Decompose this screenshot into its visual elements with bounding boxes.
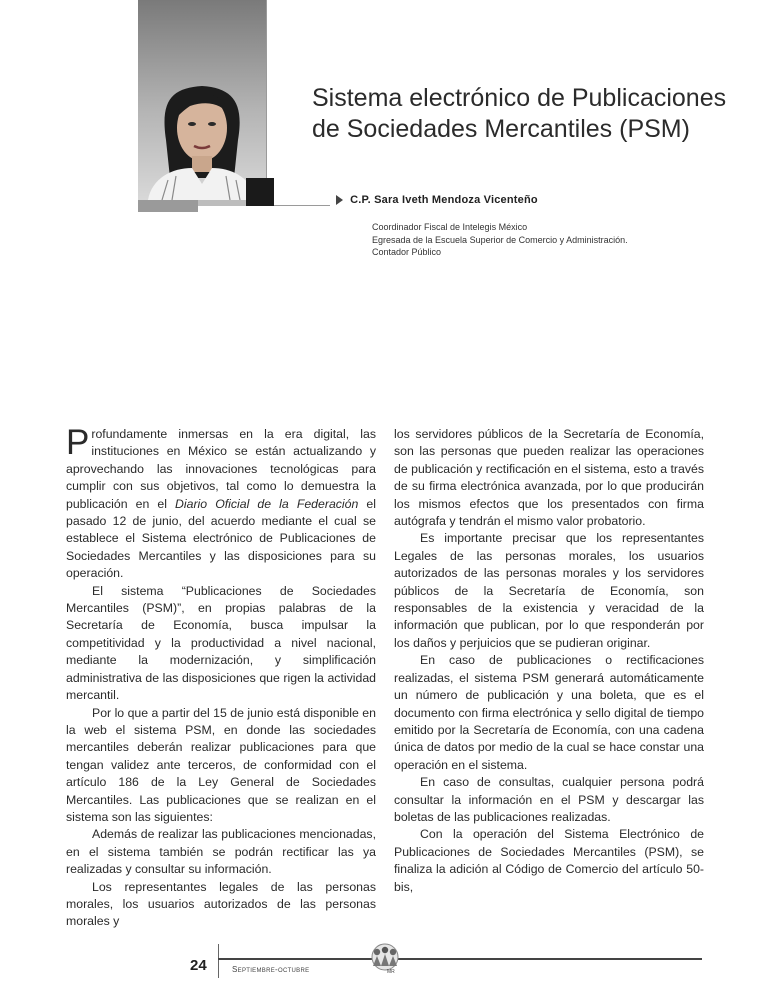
- paragraph: Los representantes legales de las personas morales, los usuarios autorizados de las personas morales y: [66, 879, 376, 929]
- article-title: Sistema electrónico de Publicaciones de Sociedades Mercantiles (PSM): [312, 83, 727, 143]
- triangle-bullet-icon: [336, 195, 343, 205]
- body-column-left: [66, 423, 376, 931]
- decorative-vertical-line: [266, 0, 267, 206]
- publisher-logo-icon: [362, 942, 408, 976]
- drop-cap: P: [66, 423, 90, 462]
- paragraph: Con la operación del Sistema Electrónico de Publicaciones de Sociedades Mercantiles (PSM), se finaliza la adición al Código de Comercio del artículo 50-bis,: [394, 827, 704, 894]
- paragraph: Por lo que a partir del 15 de junio está disponible en la web el sistema PSM, en donde las sociedades mercantiles deberán realizar publicaciones para que tengan validez ante terceros, de conformidad con el artículo 186 de la Ley General de Sociedades Mercantiles. Las publicaciones que se realizan en el sistema son las siguientes:: [66, 705, 376, 824]
- paragraph: [66, 423, 376, 583]
- paragraph: En caso de publicaciones o rectificaciones realizadas, el sistema PSM generará automáticamente un número de publicación y una boleta, que es el documento con firma electrónica y sello digital de tiempo emitido por la Secretaría de Economía, con una cadena única de datos por medio de la cual se hace constar una operación en el sistema.: [394, 653, 704, 772]
- author-byline: [336, 194, 538, 206]
- publication-name: Diario Oficial de la Federación: [175, 496, 359, 511]
- decorative-dark-square: [246, 178, 274, 206]
- issue-label: Septiembre-octubre: [232, 965, 310, 974]
- logo-text: MR: [387, 969, 395, 975]
- footer-rule: [218, 958, 702, 960]
- paragraph: Es importante precisar que los representantes Legales de las personas morales, los usuarios autorizados de las personas morales y los servidores públicos de la Secretaría de Economía, son responsables de la existencia y veracidad de la información que publican, por lo que responderán por los daños y perjuicios que se pudieran originar.: [394, 531, 704, 650]
- paragraph: los servidores públicos de la Secretaría de Economía, son las personas que pueden realizar las operaciones de publicación y rectificación en el sistema, esto a través de su firma electrónica avanzada, por lo que producirán los mismos efectos que los presentados con firma autógrafa y tendrán el mismo valor probatorio.: [394, 427, 704, 529]
- photo-grey-strip: [138, 200, 198, 212]
- footer-divider: [218, 944, 219, 978]
- body-column-right: [394, 426, 704, 896]
- author-name: C.P. Sara Iveth Mendoza Vicenteño: [350, 194, 538, 206]
- author-photo: [138, 0, 266, 206]
- credential-line: Egresada de la Escuela Superior de Comercio y Administración.: [372, 234, 628, 245]
- page-number: 24: [190, 957, 207, 974]
- credential-line: Contador Público: [372, 247, 442, 257]
- credential-line: Coordinador Fiscal de Intelegis México: [372, 222, 528, 232]
- author-portrait-illustration: [138, 0, 266, 200]
- paragraph-text: el pasado 12 de junio, del acuerdo mediante el cual se establece el Sistema electrónico de Publicaciones de Sociedades Mercantiles y las disposiciones para su operación.: [66, 496, 376, 581]
- paragraph: En caso de consultas, cualquier persona podrá consultar la información en el PSM y descargar las boletas de las publicaciones realizadas.: [394, 775, 704, 824]
- decorative-horizontal-line: [274, 205, 330, 206]
- author-credentials: [372, 221, 628, 259]
- paragraph: El sistema “Publicaciones de Sociedades Mercantiles (PSM)”, en propias palabras de la Secretaría de Economía, busca impulsar la competitividad y la productividad a nivel nacional, mediante la modernización, y simplificación administrativa de las disposiciones que rigen la actividad mercantil.: [66, 583, 376, 703]
- paragraph-text: rofundamente inmersas en la era digital, las instituciones en México se están actualizando y aprovechando las innovaciones tecnológicas para cumplir con sus objetivos, tal como lo demuestra la publicación en el: [66, 427, 376, 511]
- paragraph: Además de realizar las publicaciones mencionadas, en el sistema también se podrán rectificar las ya realizadas y consultar su información.: [66, 827, 376, 877]
